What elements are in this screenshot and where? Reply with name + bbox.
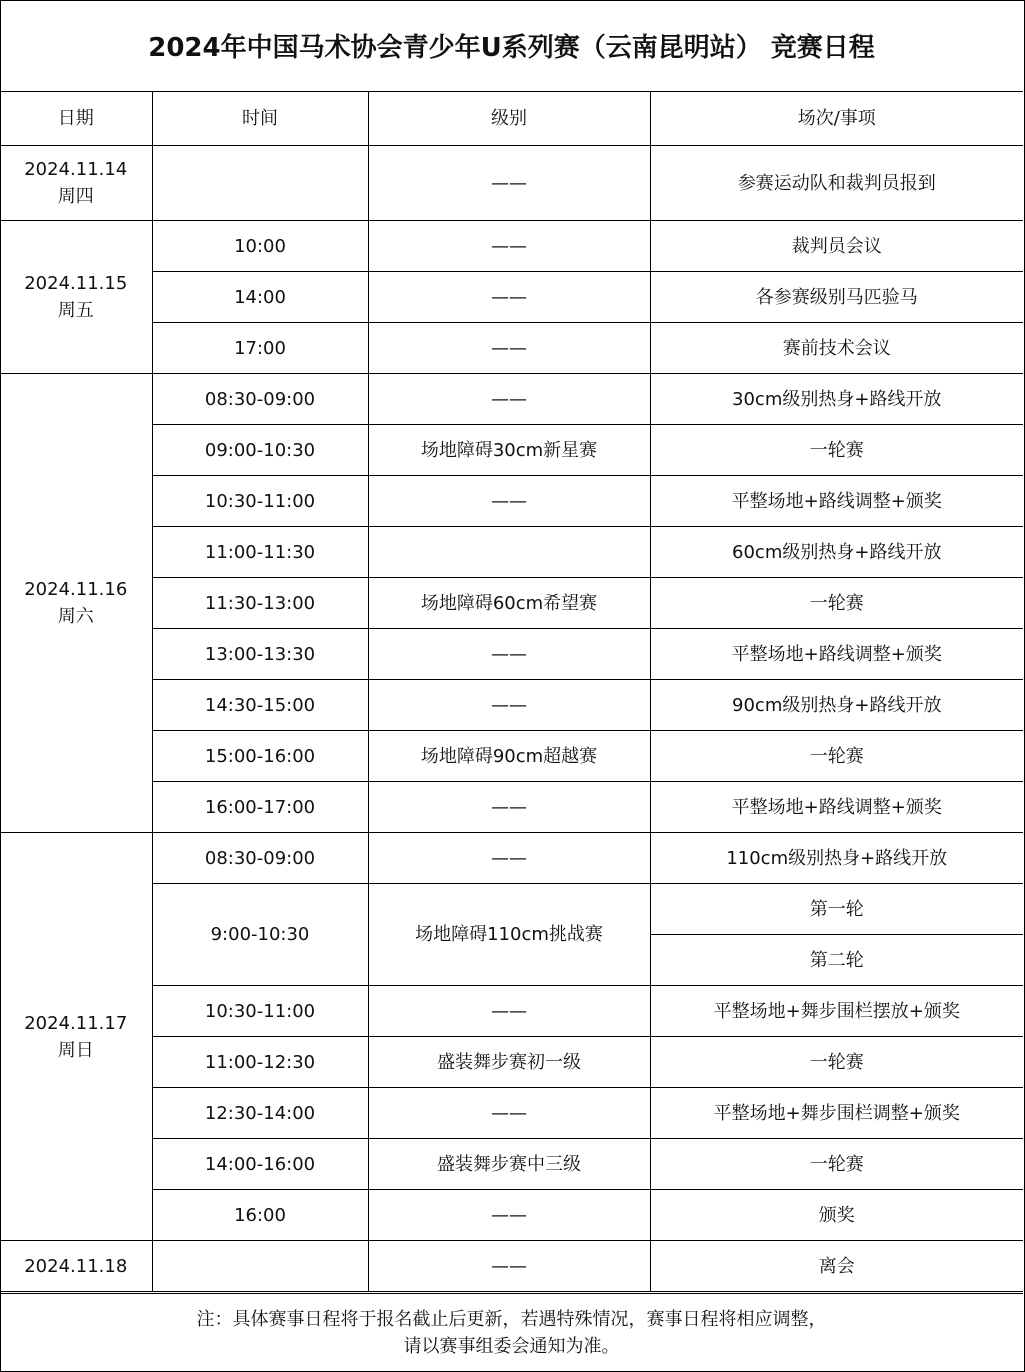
- table-row: [0, 374, 1023, 425]
- table-row: [0, 1088, 1023, 1139]
- time-cell: 10:30-11:00: [152, 986, 368, 1037]
- event-cell: 裁判员会议: [650, 221, 1023, 272]
- event-cell: 赛前技术会议: [650, 323, 1023, 374]
- table-row: [0, 425, 1023, 476]
- table-row: [0, 680, 1023, 731]
- level-cell: ——: [368, 146, 650, 221]
- time-cell: 17:00: [152, 323, 368, 374]
- table-row: [0, 1037, 1023, 1088]
- time-cell: 09:00-10:30: [152, 425, 368, 476]
- event-cell: 参赛运动队和裁判员报到: [650, 146, 1023, 221]
- time-cell: 10:30-11:00: [152, 476, 368, 527]
- event-cell: 离会: [650, 1241, 1023, 1292]
- table-row: [0, 578, 1023, 629]
- time-cell: 14:00: [152, 272, 368, 323]
- table-row: [0, 1241, 1023, 1292]
- table-row: [0, 629, 1023, 680]
- time-cell: 14:00-16:00: [152, 1139, 368, 1190]
- date-cell: [0, 1241, 152, 1292]
- event-cell: 颁奖: [650, 1190, 1023, 1241]
- level-cell: ——: [368, 629, 650, 680]
- level-cell: ——: [368, 1241, 650, 1292]
- level-cell: ——: [368, 272, 650, 323]
- event-cell: 60cm级别热身+路线开放: [650, 527, 1023, 578]
- event-cell: 平整场地+舞步围栏调整+颁奖: [650, 1088, 1023, 1139]
- level-cell: [368, 527, 650, 578]
- footnote: [0, 1293, 1023, 1371]
- event-cell: 一轮赛: [650, 578, 1023, 629]
- footnote-line-1: 注：具体赛事日程将于报名截止后更新，若遇特殊情况，赛事日程将相应调整，: [196, 1308, 827, 1330]
- date-cell: [0, 146, 152, 221]
- date-text: 2024.11.15: [24, 273, 128, 294]
- table-row: [0, 1190, 1023, 1241]
- weekday-text: 周六: [57, 606, 94, 627]
- event-cell: 平整场地+路线调整+颁奖: [650, 782, 1023, 833]
- event-cell: 一轮赛: [650, 1037, 1023, 1088]
- event-cell: 第一轮: [650, 884, 1023, 935]
- table-header-row: [0, 92, 1023, 146]
- time-cell: 9:00-10:30: [152, 884, 368, 986]
- footnote-line-2: 请以赛事组委会通知为准。: [403, 1335, 620, 1357]
- event-cell: 一轮赛: [650, 425, 1023, 476]
- level-cell: ——: [368, 680, 650, 731]
- event-cell: 平整场地+舞步围栏摆放+颁奖: [650, 986, 1023, 1037]
- header-event: 场次/事项: [650, 92, 1023, 146]
- time-cell: 16:00-17:00: [152, 782, 368, 833]
- time-cell: 11:00-12:30: [152, 1037, 368, 1088]
- level-cell: 盛装舞步赛中三级: [368, 1139, 650, 1190]
- table-row: [0, 221, 1023, 272]
- header-date: 日期: [0, 92, 152, 146]
- level-cell: ——: [368, 1088, 650, 1139]
- header-level: 级别: [368, 92, 650, 146]
- table-row: [0, 782, 1023, 833]
- event-cell: 90cm级别热身+路线开放: [650, 680, 1023, 731]
- weekday-text: 周五: [57, 300, 94, 321]
- date-cell: [0, 833, 152, 1241]
- event-cell: 平整场地+路线调整+颁奖: [650, 476, 1023, 527]
- level-cell: ——: [368, 476, 650, 527]
- level-cell: ——: [368, 986, 650, 1037]
- table-row: [0, 884, 1023, 935]
- event-cell: 平整场地+路线调整+颁奖: [650, 629, 1023, 680]
- table-row: [0, 731, 1023, 782]
- level-cell: ——: [368, 1190, 650, 1241]
- event-cell: 第二轮: [650, 935, 1023, 986]
- table-row: [0, 986, 1023, 1037]
- date-cell: [0, 374, 152, 833]
- level-cell: ——: [368, 374, 650, 425]
- level-cell: ——: [368, 782, 650, 833]
- date-text: 2024.11.16: [24, 579, 128, 600]
- page-title: 2024年中国马术协会青少年U系列赛（云南昆明站） 竞赛日程: [0, 0, 1023, 92]
- time-cell: 15:00-16:00: [152, 731, 368, 782]
- table-row: [0, 323, 1023, 374]
- schedule-table: [0, 92, 1023, 1292]
- event-cell: 一轮赛: [650, 1139, 1023, 1190]
- time-cell: 12:30-14:00: [152, 1088, 368, 1139]
- time-cell: [152, 1241, 368, 1292]
- level-cell: 场地障碍60cm希望赛: [368, 578, 650, 629]
- time-cell: 10:00: [152, 221, 368, 272]
- event-cell: 110cm级别热身+路线开放: [650, 833, 1023, 884]
- date-cell: [0, 221, 152, 374]
- level-cell: 场地障碍110cm挑战赛: [368, 884, 650, 986]
- level-cell: 场地障碍30cm新星赛: [368, 425, 650, 476]
- level-cell: ——: [368, 221, 650, 272]
- header-time: 时间: [152, 92, 368, 146]
- level-cell: ——: [368, 833, 650, 884]
- time-cell: 11:30-13:00: [152, 578, 368, 629]
- event-cell: 各参赛级别马匹验马: [650, 272, 1023, 323]
- time-cell: 08:30-09:00: [152, 374, 368, 425]
- time-cell: 16:00: [152, 1190, 368, 1241]
- weekday-text: 周四: [57, 186, 94, 207]
- table-row: [0, 146, 1023, 221]
- time-cell: 14:30-15:00: [152, 680, 368, 731]
- weekday-text: 周日: [57, 1039, 94, 1061]
- event-cell: 一轮赛: [650, 731, 1023, 782]
- time-cell: 08:30-09:00: [152, 833, 368, 884]
- table-row: [0, 833, 1023, 884]
- event-cell: 30cm级别热身+路线开放: [650, 374, 1023, 425]
- date-text: 2024.11.14: [24, 159, 128, 180]
- table-row: [0, 272, 1023, 323]
- time-cell: 13:00-13:30: [152, 629, 368, 680]
- table-row: [0, 476, 1023, 527]
- time-cell: 11:00-11:30: [152, 527, 368, 578]
- date-text: 2024.11.17: [24, 1012, 128, 1034]
- date-text: 2024.11.18: [24, 1255, 128, 1277]
- level-cell: 盛装舞步赛初一级: [368, 1037, 650, 1088]
- table-row: [0, 527, 1023, 578]
- table-row: [0, 1139, 1023, 1190]
- time-cell: [152, 146, 368, 221]
- level-cell: 场地障碍90cm超越赛: [368, 731, 650, 782]
- level-cell: ——: [368, 323, 650, 374]
